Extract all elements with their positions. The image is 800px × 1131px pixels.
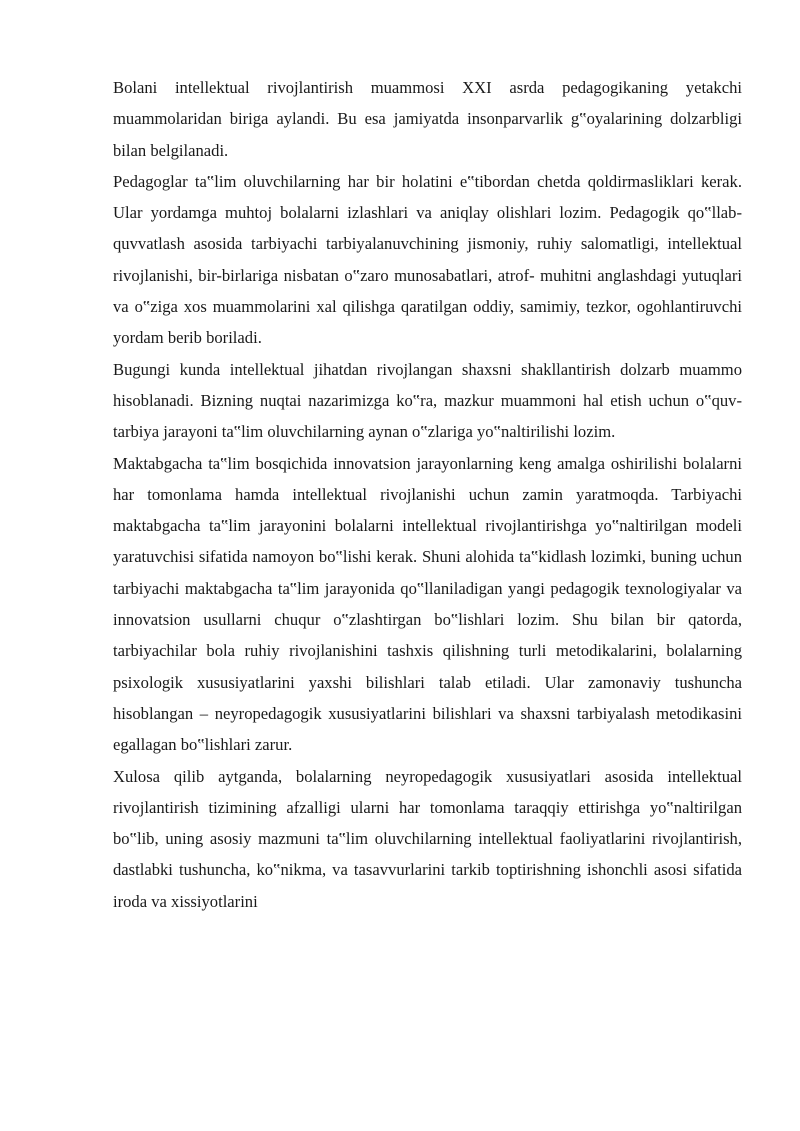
paragraph-preschool: Maktabgacha ta‟lim bosqichida innovatsion jarayonlarning keng amalga oshirilishi bolalarni har tomonlama hamda intellektual rivojlanishi uchun zamin yaratmoqda. Tarbiyachi maktabgacha ta‟lim jarayonini bolalarni intellektual rivojlantirishga yo‟naltirilgan modeli yaratuvchisi sifatida namoyon bo‟lishi kerak. Shuni alohida ta‟kidlash lozimki, buning uchun tarbiyachi maktabgacha ta‟lim jarayonida qo‟llaniladigan yangi pedagogik texnologiyalar va innovatsion usullarni chuqur o‟zlashtirgan bo‟lishlari lozim. Shu bilan bir qatorda, tarbiyachilar bola ruhiy rivojlanishini tashxis qilishning turli metodikalarini, bolalarning psixologik xususiyatlarini yaxshi bilishlari talab etiladi. Ular zamonaviy tushuncha hisoblangan – neyropedagogik xususiyatlarini bilishlari va shaxsni tarbiyalash metodikasini egallagan bo‟lishlari zarur. (113, 453, 742, 755)
paragraph-pedagogues: Pedagoglar ta‟lim oluvchilarning har bir holatini e‟tibordan chetda qoldirmasliklari kerak. Ular yordamga muhtoj bolalarni izlashlari va aniqlay olishlari lozim. Pedagogik qo‟llab- quvvatlash asosida tarbiyachi tarbiyalanuvchining jismoniy, ruhiy salomatligi, intellektual rivojlanishi, bir-birlariga nisbatan o‟zaro munosabatlari, atrof- muhitni anglashdagi yutuqlari va o‟ziga xos muammolarini xal qilishga qaratilgan oddiy, samimiy, tezkor, ogohlantiruvchi yordam berib boriladi. (113, 171, 742, 348)
paragraph-conclusion: Xulosa qilib aytganda, bolalarning neyropedagogik xususiyatlari asosida intellektual rivojlantirish tizimining afzalligi ularni har tomonlama taraqqiy ettirishga yo‟naltirilgan bo‟lib, uning asosiy mazmuni ta‟lim oluvchilarning intellektual faoliyatlarini rivojlantirish, dastlabki tushuncha, ko‟nikma, va tasavvurlarini tarkib toptirishning ishonchli asosi sifatida iroda va xissiyotlarini (113, 766, 742, 911)
document-page (113, 72, 742, 917)
paragraph-today: Bugungi kunda intellektual jihatdan rivojlangan shaxsni shakllantirish dolzarb muammo hisoblanadi. Bizning nuqtai nazarimizga ko‟ra, mazkur muammoni hal etish uchun o‟quv- tarbiya jarayoni ta‟lim oluvchilarning aynan o‟zlariga yo‟naltirilishi lozim. (113, 359, 742, 442)
paragraph-intro: Bolani intellektual rivojlantirish muammosi XXI asrda pedagogikaning yetakchi muammolaridan biriga aylandi. Bu esa jamiyatda insonparvarlik g‟oyalarining dolzarbligi bilan belgilanadi. (113, 78, 742, 160)
